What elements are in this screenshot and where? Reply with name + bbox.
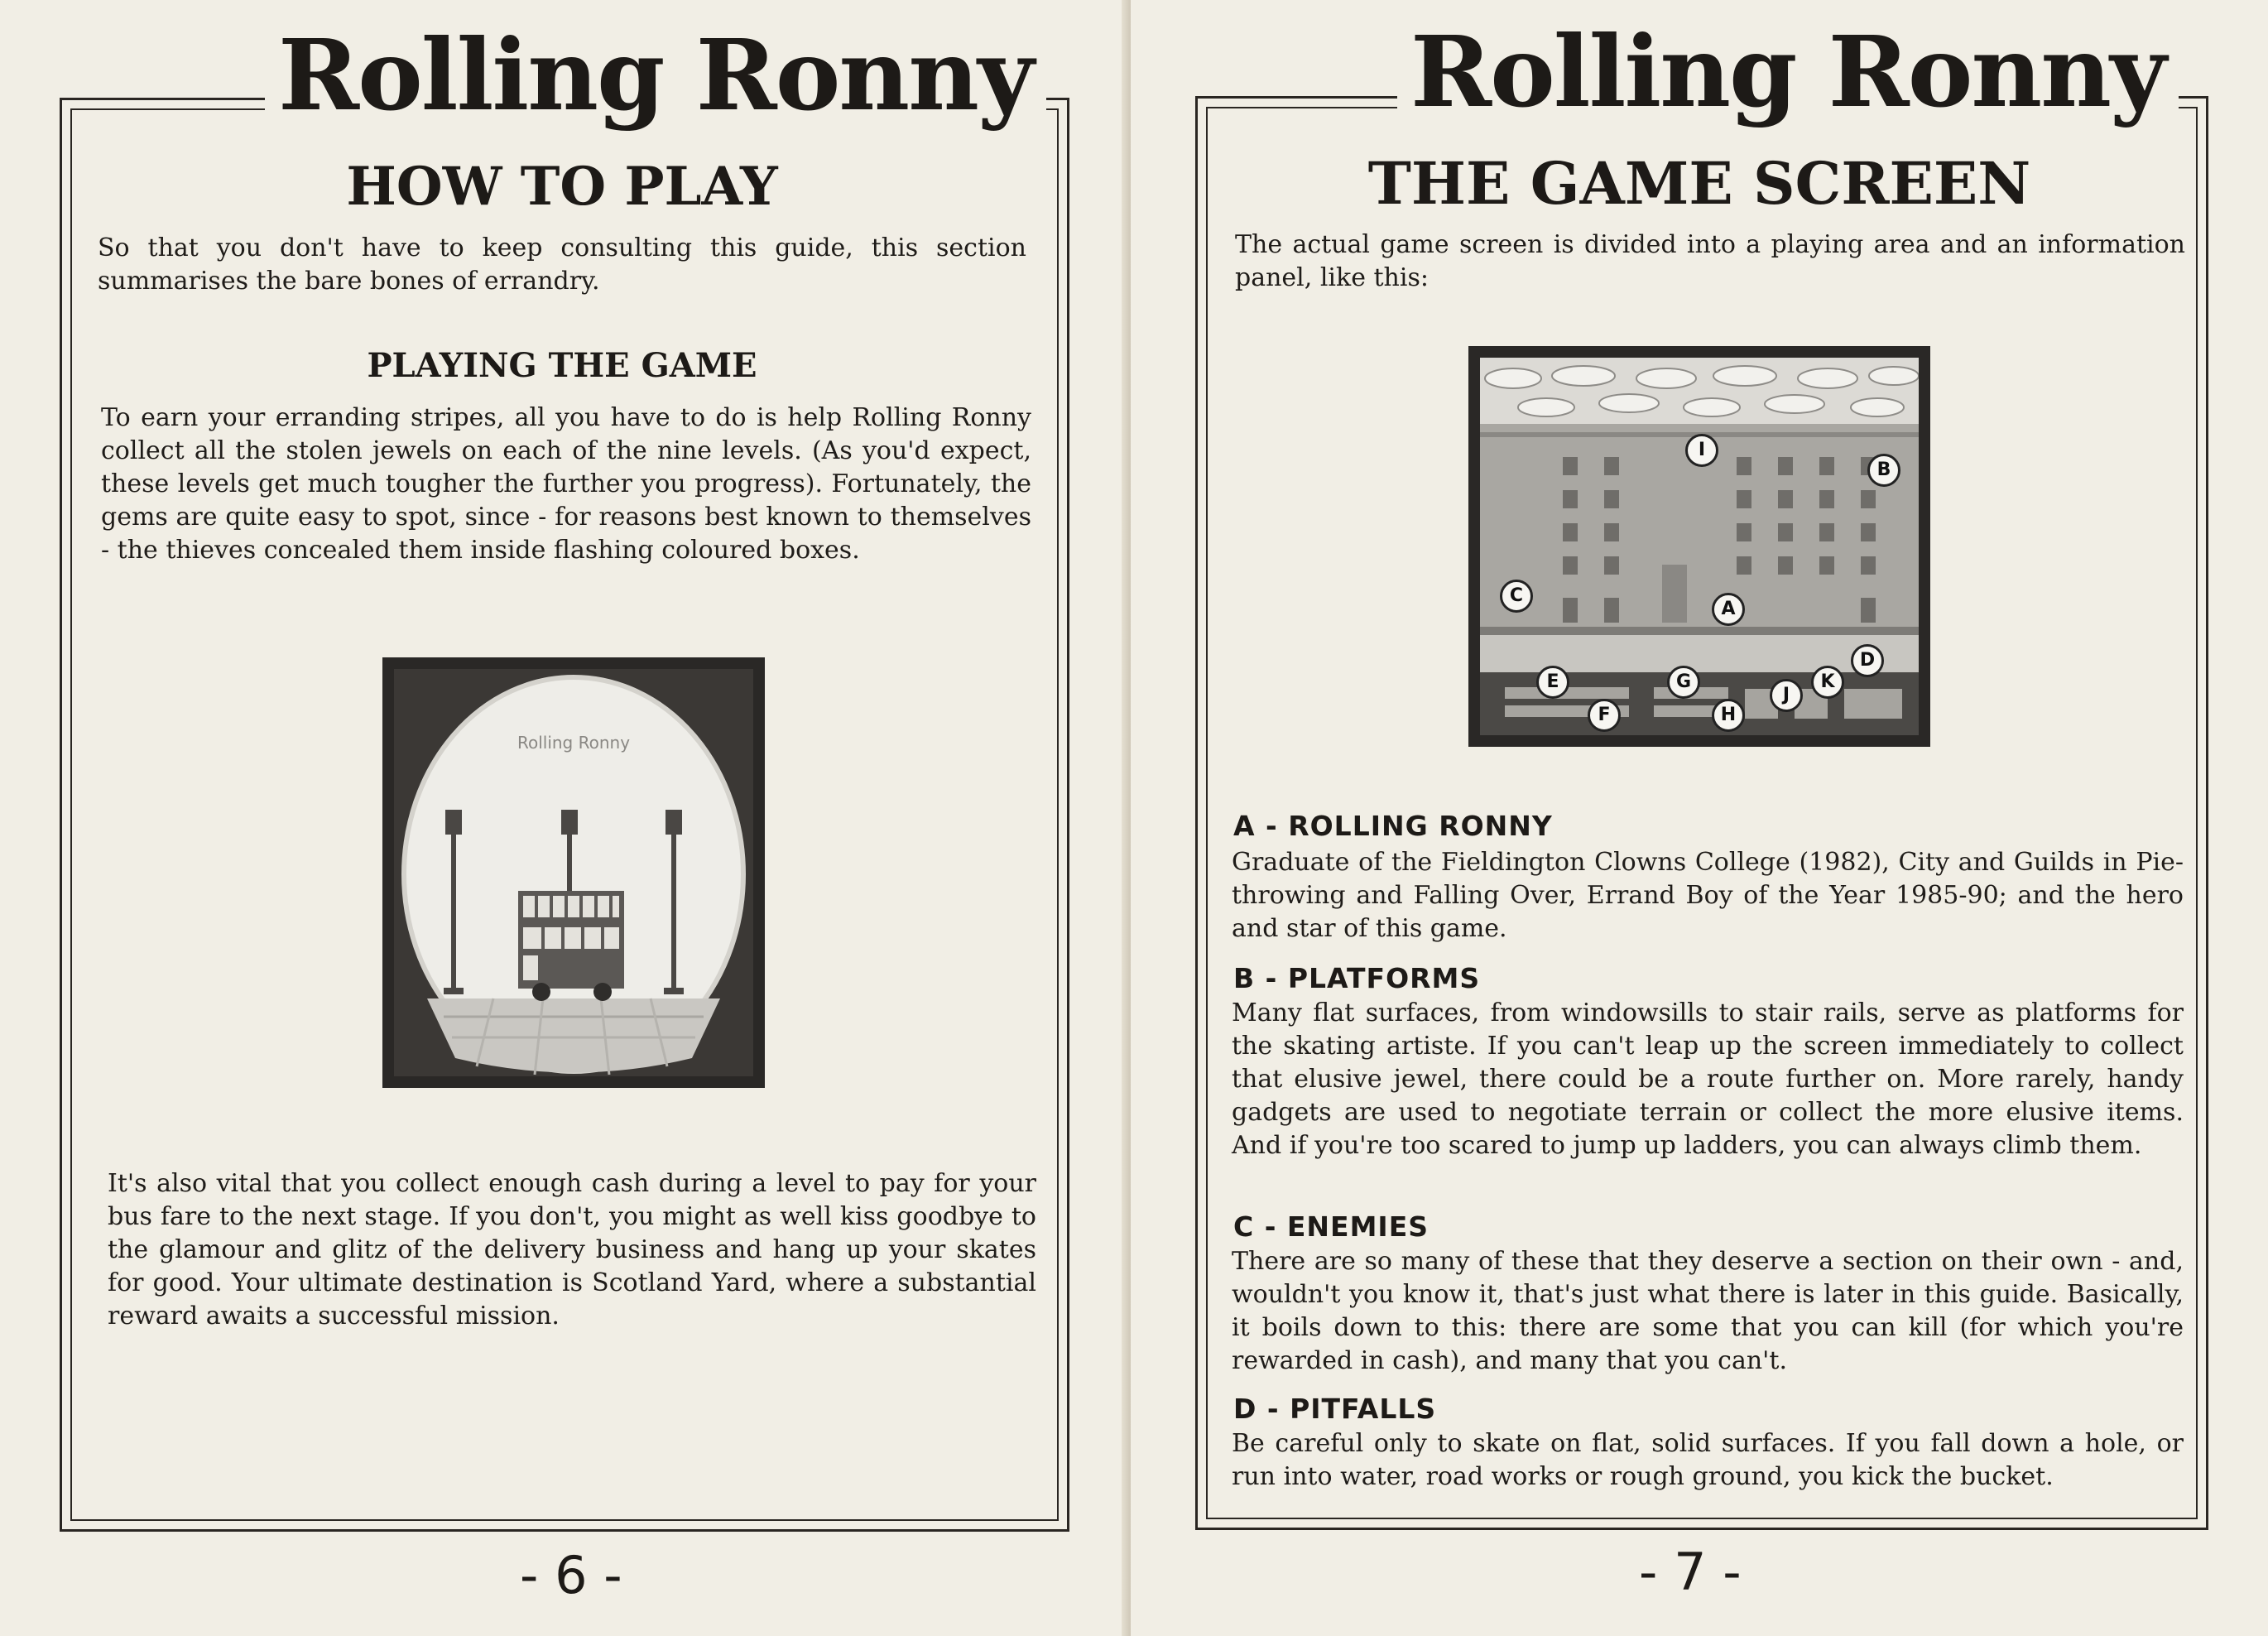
callout-h: H <box>1712 699 1745 732</box>
callout-k: K <box>1811 666 1844 699</box>
left-para-2: It's also vital that you collect enough cash during a level to pay for your bus fare to the next stage. If you don't, you might as well kiss goodbye to the glamour and glitz of the delivery business and hang up your skates for good. Your ultimate destination is Scotland Yard, where a substantial reward awaits a successful mission. <box>108 1169 1036 1330</box>
entry-c-text: There are so many of these that they deserve a section on their own - and, wouldn't you know it, that's just what there is later in this guide. Basically, it boils down to this: there are some that you can kill (for which you're rewarded in cash), and many that you can't. <box>1232 1247 2184 1375</box>
callout-e: E <box>1536 666 1569 699</box>
left-page <box>0 0 1131 1636</box>
callout-a: A <box>1712 593 1745 626</box>
title-screen-image <box>382 657 765 1088</box>
left-page-number: - 6 - <box>520 1545 622 1605</box>
right-header-title: Rolling Ronny <box>1397 23 2179 121</box>
entry-a-text: Graduate of the Fieldington Clowns College (1982), City and Guilds in Pie-throwing and Falling Over, Errand Boy of the Year 1985-90; and the hero and star of this game. <box>1232 848 2184 943</box>
game-screen-display <box>1480 358 1919 735</box>
callout-g: G <box>1667 666 1700 699</box>
right-page-number: - 7 - <box>1639 1542 1742 1602</box>
entry-b-text: Many flat surfaces, from windowsills to stair rails, serve as platforms for the skating artiste. If you can't leap up the screen immediately to collect that elusive jewel, there could be a route further on. More rarely, handy gadgets are used to negotiate terrain or collect the more elusive items. And if you're too scared to jump up ladders, you can always climb them. <box>1232 998 2184 1160</box>
entry-a-heading: A - ROLLING RONNY <box>1233 810 1553 842</box>
right-intro-text: The actual game screen is divided into a playing area and an information panel, like this: <box>1235 230 2185 292</box>
callout-d: D <box>1851 644 1884 677</box>
left-header-title: Rolling Ronny <box>265 26 1046 124</box>
callout-c: C <box>1500 580 1533 613</box>
bus-graphic <box>518 891 624 1001</box>
callout-j: J <box>1770 679 1803 712</box>
title-screen-caption: Rolling Ronny <box>517 733 631 753</box>
left-para-1: To earn your erranding stripes, all you have to do is help Rolling Ronny collect all the stolen jewels on each of the nine levels. (As you'd expect, these levels get much tougher the further you progress). Fortunately, the gems are quite easy to spot, since - for reasons best known to themselves - the thieves concealed them inside flashing coloured boxes. <box>101 403 1031 565</box>
left-page-title: HOW TO PLAY <box>346 156 778 218</box>
right-page-title: THE GAME SCREEN <box>1367 149 2031 218</box>
title-screen-display <box>394 669 753 1076</box>
entry-d-text: Be careful only to skate on flat, solid surfaces. If you fall down a hole, or run into water, road works or rough ground, you kick the bucket. <box>1232 1429 2184 1491</box>
left-intro-text: So that you don't have to keep consulting this guide, this section summarises the bare bones of errandry. <box>98 233 1026 296</box>
entry-b-heading: B - PLATFORMS <box>1233 962 1481 994</box>
game-screen-image <box>1468 346 1930 747</box>
callout-f: F <box>1588 699 1621 732</box>
callout-b: B <box>1867 454 1900 487</box>
entry-d-heading: D - PITFALLS <box>1233 1393 1437 1425</box>
right-page <box>1131 0 2268 1636</box>
callout-i: I <box>1685 434 1718 467</box>
entry-c-heading: C - ENEMIES <box>1233 1210 1430 1243</box>
title-screen-art <box>394 669 753 1076</box>
left-subheading: PLAYING THE GAME <box>367 346 757 385</box>
